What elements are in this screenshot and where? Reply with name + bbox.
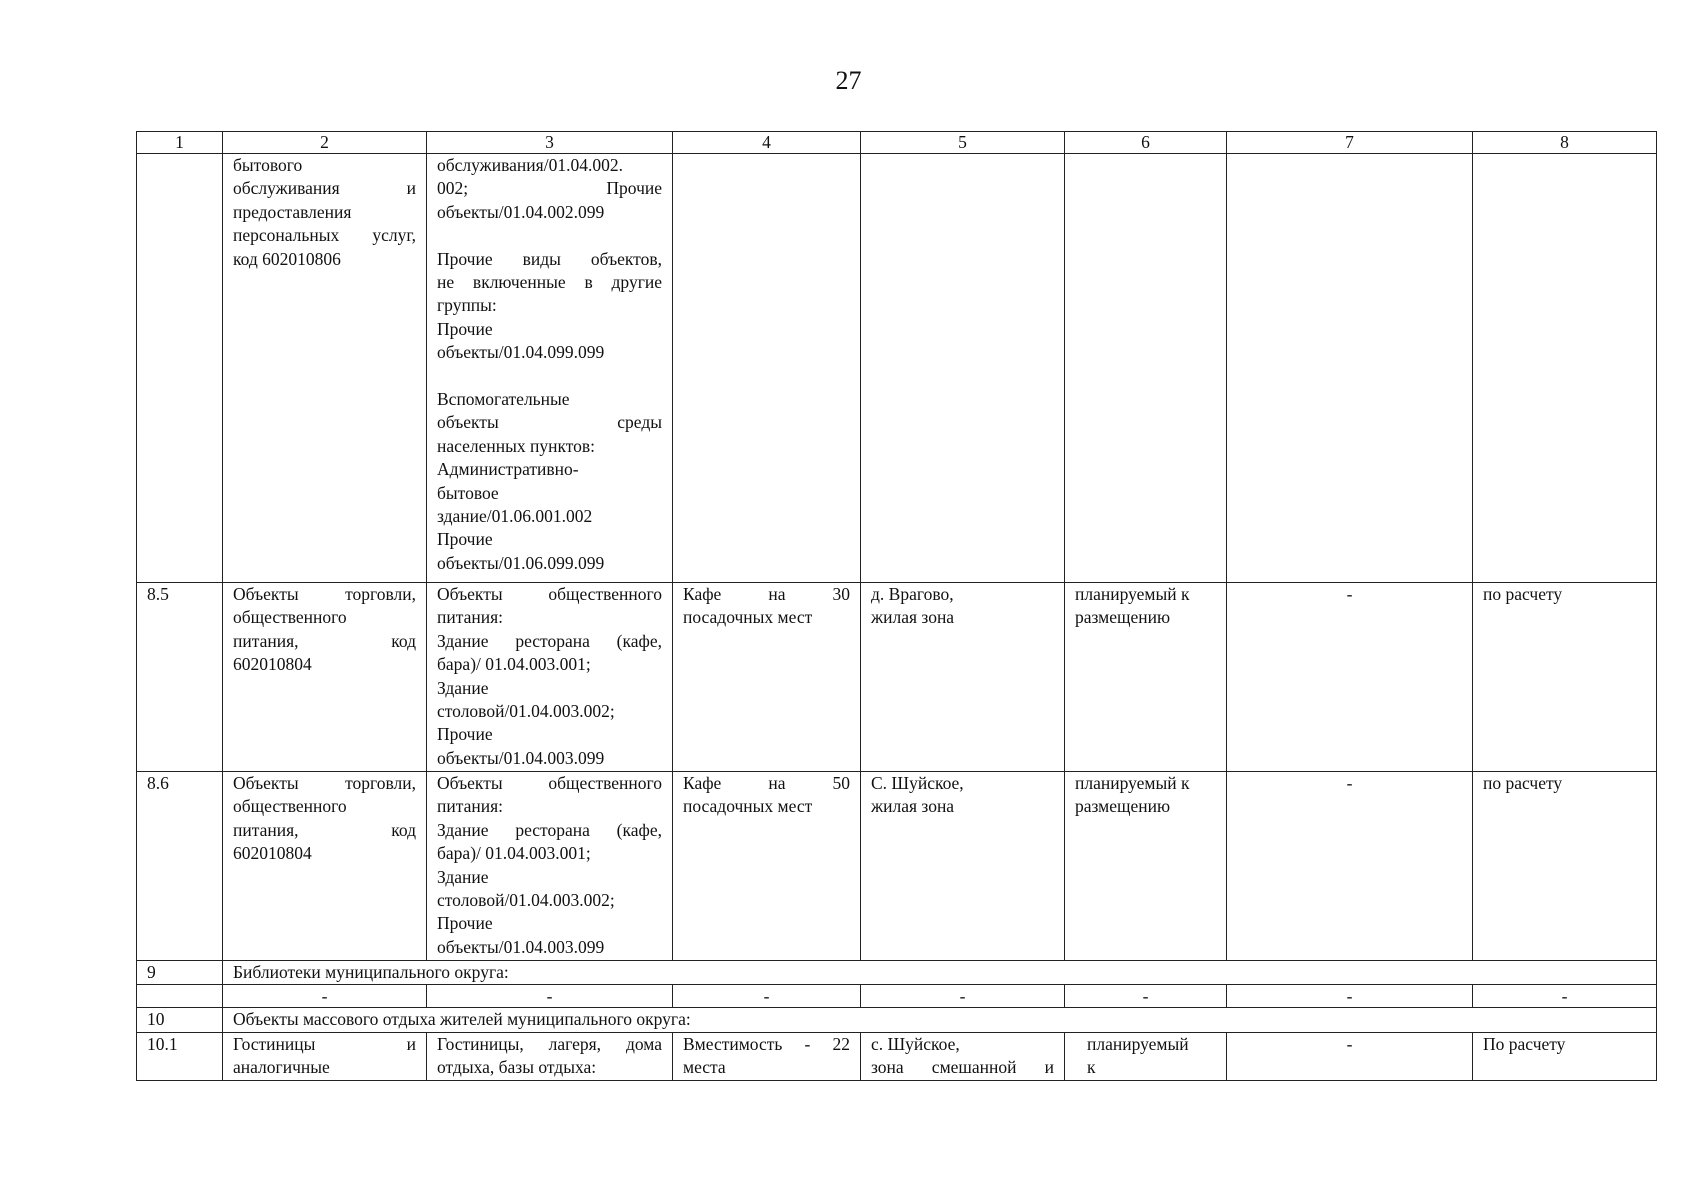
text-line: жилая зона xyxy=(871,796,955,817)
object-type-cell xyxy=(223,583,427,772)
text-line: объекты/01.04.002.099 xyxy=(437,201,605,222)
header-cell: 6 xyxy=(1065,132,1227,154)
table-header-row xyxy=(137,132,1657,154)
dash-cell: - xyxy=(1227,985,1473,1008)
text-line: отдыха, базы отдыха: xyxy=(437,1057,597,1078)
text-line: зона смешанной и xyxy=(871,1057,1054,1078)
section-row xyxy=(137,1008,1657,1032)
text-line: объекты среды xyxy=(437,412,662,433)
text-line: общественного xyxy=(233,796,347,817)
header-cell: 3 xyxy=(427,132,673,154)
text-line: объекты/01.06.099.099 xyxy=(437,552,605,573)
location-cell xyxy=(861,772,1065,961)
zone-cell: - xyxy=(1227,772,1473,961)
row-number: 8.5 xyxy=(137,583,223,772)
header-cell: 1 xyxy=(137,132,223,154)
header-cell: 2 xyxy=(223,132,427,154)
text-line: Здание ресторана (кафе, xyxy=(437,819,662,840)
text-line: обслуживания/01.04.002. xyxy=(437,155,623,175)
text-line: планируемый к xyxy=(1075,773,1190,793)
text-line: столовой/01.04.003.002; xyxy=(437,890,615,911)
object-type-cell xyxy=(223,154,427,583)
text-line: 602010804 xyxy=(233,654,312,675)
area-cell: по расчету xyxy=(1473,583,1657,772)
text-line: питания: xyxy=(437,607,504,628)
text-line: Прочие xyxy=(437,529,493,550)
section-row xyxy=(137,961,1657,985)
classification-cell xyxy=(427,1032,673,1080)
text-line: Вместимость - 22 xyxy=(683,1033,850,1054)
text-line: Объекты общественного xyxy=(437,584,662,604)
objects-table xyxy=(136,131,1657,1081)
text-line: планируемый xyxy=(1087,1033,1189,1054)
dash-cell: - xyxy=(673,985,861,1008)
classification-cell xyxy=(427,154,673,583)
text-line: Прочие xyxy=(437,913,493,934)
text-line: Здание xyxy=(437,677,489,698)
section-title: Объекты массового отдыха жителей муниципального округа: xyxy=(223,1008,1657,1032)
dash-cell: - xyxy=(427,985,673,1008)
dash-cell: - xyxy=(1065,985,1227,1008)
text-line: общественного xyxy=(233,607,347,628)
text-line: не включенные в другие xyxy=(437,272,662,293)
table-row xyxy=(137,1032,1657,1080)
text-line: размещению xyxy=(1075,796,1171,817)
text-line: размещению xyxy=(1075,607,1171,628)
table-row xyxy=(137,583,1657,772)
area-cell: По расчету xyxy=(1473,1032,1657,1080)
row-number: 10 xyxy=(137,1008,223,1032)
capacity-cell xyxy=(673,772,861,961)
text-line: Кафе на 50 xyxy=(683,773,850,793)
dash-cell: - xyxy=(861,985,1065,1008)
section-title: Библиотеки муниципального округа: xyxy=(223,961,1657,985)
text-line: 002; Прочие xyxy=(437,178,662,199)
text-line: Здание ресторана (кафе, xyxy=(437,630,662,651)
row-number: 9 xyxy=(137,961,223,985)
text-line: С. Шуйское, xyxy=(871,773,964,793)
text-line: питания, код xyxy=(233,630,416,651)
header-cell: 4 xyxy=(673,132,861,154)
header-cell: 7 xyxy=(1227,132,1473,154)
text-line: код 602010806 xyxy=(233,248,341,269)
dash-cell: - xyxy=(223,985,427,1008)
text-line: посадочных мест xyxy=(683,607,813,628)
text-line: аналогичные xyxy=(233,1057,330,1078)
text-line: персональных услуг, xyxy=(233,225,416,246)
table-row xyxy=(137,985,1657,1008)
page-number: 27 xyxy=(835,66,862,95)
area-cell: по расчету xyxy=(1473,772,1657,961)
text-line: Объекты общественного xyxy=(437,773,662,793)
text-line: посадочных мест xyxy=(683,796,813,817)
text-line: объекты/01.04.003.099 xyxy=(437,747,605,768)
text-line: питания: xyxy=(437,796,504,817)
text-line: планируемый к xyxy=(1075,584,1190,604)
object-type-cell xyxy=(223,772,427,961)
text-line: Вспомогательные xyxy=(437,389,570,410)
text-line: с. Шуйское, xyxy=(871,1033,960,1054)
table-row xyxy=(137,772,1657,961)
text-line: обслуживания и xyxy=(233,178,416,199)
text-line: к xyxy=(1087,1057,1096,1078)
text-line: Объекты торговли, xyxy=(233,584,416,604)
header-cell: 8 xyxy=(1473,132,1657,154)
text-line: Здание xyxy=(437,866,489,887)
text-line: предоставления xyxy=(233,201,352,222)
status-cell xyxy=(1065,1032,1227,1080)
table-row xyxy=(137,154,1657,583)
text-line: Прочие xyxy=(437,724,493,745)
capacity-cell xyxy=(673,1032,861,1080)
text-line: населенных пунктов: xyxy=(437,435,596,456)
text-line: объекты/01.04.003.099 xyxy=(437,936,605,957)
text-line: Гостиницы и xyxy=(233,1033,416,1054)
text-line: группы: xyxy=(437,295,497,316)
location-cell xyxy=(861,583,1065,772)
row-number: 8.6 xyxy=(137,772,223,961)
text-line: Объекты торговли, xyxy=(233,773,416,793)
location-cell xyxy=(861,1032,1065,1080)
text-line: бара)/ 01.04.003.001; xyxy=(437,843,591,864)
text-line: Прочие xyxy=(437,318,493,339)
capacity-cell xyxy=(673,583,861,772)
classification-cell xyxy=(427,583,673,772)
text-line: питания, код xyxy=(233,819,416,840)
text-line: жилая зона xyxy=(871,607,955,628)
object-type-cell xyxy=(223,1032,427,1080)
zone-cell: - xyxy=(1227,583,1473,772)
text-line: Прочие виды объектов, xyxy=(437,248,662,269)
text-line: Административно- xyxy=(437,459,579,480)
text-line: места xyxy=(683,1057,726,1078)
text-line: 602010804 xyxy=(233,843,312,864)
text-line: Кафе на 30 xyxy=(683,584,850,604)
dash-cell: - xyxy=(1473,985,1657,1008)
classification-cell xyxy=(427,772,673,961)
zone-cell: - xyxy=(1227,1032,1473,1080)
text-line: д. Врагово, xyxy=(871,584,954,604)
text-line: бытовое xyxy=(437,482,499,503)
status-cell xyxy=(1065,772,1227,961)
header-cell: 5 xyxy=(861,132,1065,154)
row-number: 10.1 xyxy=(137,1032,223,1080)
text-line: бытового xyxy=(233,155,303,175)
row-number xyxy=(137,154,223,583)
text-line: здание/01.06.001.002 xyxy=(437,506,593,527)
text-line: Гостиницы, лагеря, дома xyxy=(437,1033,662,1054)
text-line: объекты/01.04.099.099 xyxy=(437,342,605,363)
text-line: бара)/ 01.04.003.001; xyxy=(437,654,591,675)
text-line: столовой/01.04.003.002; xyxy=(437,701,615,722)
status-cell xyxy=(1065,583,1227,772)
